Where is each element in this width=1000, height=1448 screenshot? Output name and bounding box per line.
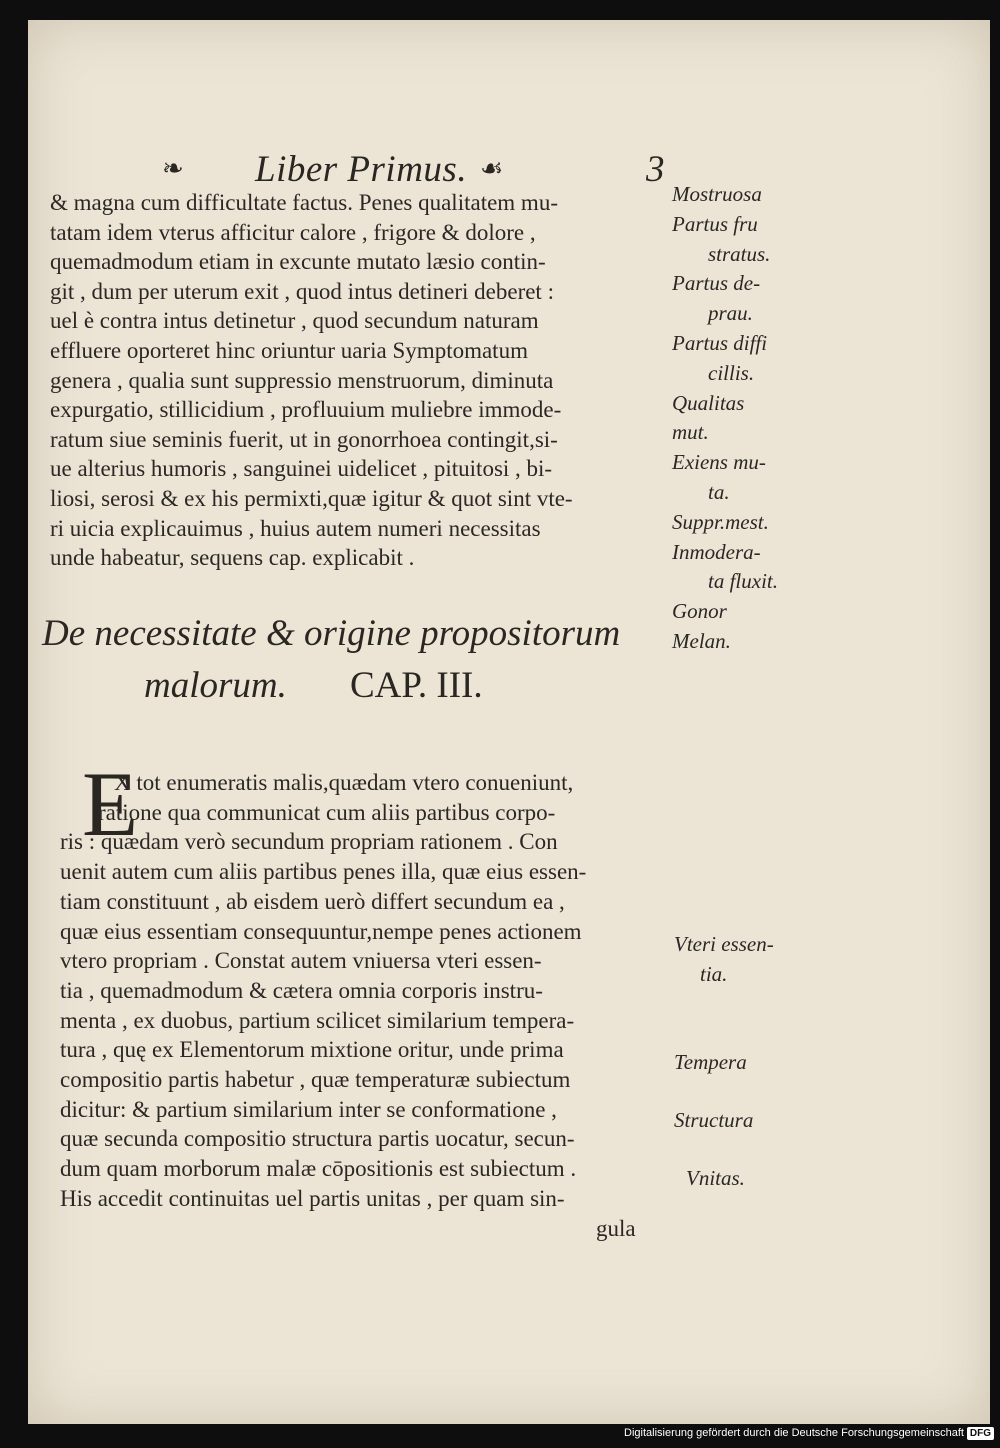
margin-note: Partus diffi bbox=[672, 331, 768, 355]
margin-note: Exiens mu- bbox=[672, 450, 766, 475]
text-line: His accedit continuitas uel partis unitas , per quam sin- bbox=[60, 1185, 565, 1211]
text-line: X tot enumeratis malis,quædam vtero conueniunt, bbox=[114, 770, 574, 795]
text-line: ratione qua communicat cum aliis partibus corpo- bbox=[98, 799, 556, 825]
margin-note: Gonor bbox=[672, 599, 727, 624]
text-line: menta , ex duobus, partium scilicet similarium tempera- bbox=[60, 1007, 575, 1033]
text-line: quæ secunda compositio structura partis uocatur, secun- bbox=[60, 1126, 575, 1152]
drop-capital: E bbox=[82, 753, 139, 855]
page-number: 3 bbox=[646, 149, 665, 190]
margin-note: Vnitas. bbox=[686, 1166, 745, 1190]
text-line: liosi, serosi & ex his permixti,quæ igitur & quot sint vte- bbox=[50, 486, 573, 511]
text-line: ri uicia explicauimus , huius autem numeri necessitas bbox=[50, 515, 541, 541]
text-line: ratum siue seminis fuerit, ut in gonorrhoea contingit,si- bbox=[50, 426, 558, 452]
chapter-heading-line2: malorum. bbox=[144, 665, 287, 706]
margin-note: stratus. bbox=[708, 241, 771, 266]
text-line: uenit autem cum aliis partibus penes illa, quæ eius essen- bbox=[60, 859, 587, 885]
text-line: uel è contra intus detinetur , quod secundum naturam bbox=[50, 308, 539, 334]
book-page bbox=[28, 20, 990, 1424]
dfg-logo: DFG bbox=[967, 1427, 994, 1440]
margin-note: Vteri essen- bbox=[674, 932, 774, 956]
right-ornament-icon: ☙ bbox=[480, 154, 504, 184]
margin-note: prau. bbox=[708, 301, 753, 326]
margin-note: mut. bbox=[672, 420, 709, 445]
text-line: quemadmodum etiam in excunte mutato læsio contin- bbox=[50, 249, 546, 275]
digitization-footer bbox=[0, 1424, 1000, 1448]
margin-note: tia. bbox=[700, 962, 728, 986]
text-line: ue alterius humoris , sanguinei uidelicet , pituitosi , bi- bbox=[50, 456, 553, 482]
text-line: unde habeatur, sequens cap. explicabit . bbox=[50, 545, 415, 571]
text-line: expurgatio, stillicidium , profluuium muliebre immode- bbox=[50, 397, 562, 423]
margin-note: Structura bbox=[674, 1108, 754, 1132]
margin-note: Melan. bbox=[672, 629, 731, 653]
funding-credit: Digitalisierung gefördert durch die Deutsche Forschungsgemeinschaft bbox=[624, 1427, 964, 1439]
running-title: Liber Primus. bbox=[255, 149, 468, 190]
text-line: gula bbox=[596, 1215, 636, 1241]
text-line: vtero propriam . Constat autem vniuersa vteri essen- bbox=[60, 948, 542, 974]
text-line: compositio partis habetur , quæ temperaturæ subiectum bbox=[60, 1067, 571, 1092]
text-line: tatam idem vterus afficitur calore , frigore & dolore , bbox=[50, 219, 536, 245]
text-line: tia , quemadmodum & cætera omnia corporis instru- bbox=[60, 977, 543, 1003]
margin-note: Tempera bbox=[674, 1050, 747, 1074]
margin-note: Suppr.mest. bbox=[672, 509, 769, 534]
margin-note: Inmodera- bbox=[672, 539, 761, 564]
text-line: dicitur: & partium similarium inter se conformatione , bbox=[60, 1096, 557, 1122]
margin-note: Qualitas bbox=[672, 390, 745, 415]
left-ornament-icon: ❧ bbox=[162, 154, 184, 184]
page-header bbox=[28, 148, 990, 188]
text-line: git , dum per uterum exit , quod intus detineri deberet : bbox=[50, 278, 554, 304]
text-line: & magna cum difficultate factus. Penes qualitatem mu- bbox=[50, 190, 558, 215]
margin-note: Partus de- bbox=[672, 271, 761, 296]
margin-note: Partus fru bbox=[672, 211, 758, 236]
margin-note: ta. bbox=[708, 480, 730, 504]
chapter-heading-line1: De necessitate & origine propositorum bbox=[42, 613, 621, 654]
text-line: dum quam morborum malæ cōpositionis est subiectum . bbox=[60, 1156, 577, 1182]
margin-note: Mostruosa bbox=[672, 182, 762, 206]
text-line: tura , quę ex Elementorum mixtione oritur, unde prima bbox=[60, 1037, 564, 1063]
text-line: tiam constituunt , ab eisdem uerò differt secundum ea , bbox=[60, 888, 565, 914]
text-line: ris : quædam verò secundum propriam rationem . Con bbox=[60, 829, 558, 855]
text-line: genera , qualia sunt suppressio menstruorum, diminuta bbox=[50, 367, 554, 393]
margin-note: cillis. bbox=[708, 360, 755, 385]
margin-note: ta fluxit. bbox=[708, 569, 778, 594]
chapter-number: CAP. III. bbox=[350, 665, 483, 706]
text-line: effluere oporteret hinc oriuntur uaria Symptomatum bbox=[50, 338, 528, 363]
text-line: quæ eius essentiam consequuntur,nempe penes actionem bbox=[60, 918, 582, 944]
